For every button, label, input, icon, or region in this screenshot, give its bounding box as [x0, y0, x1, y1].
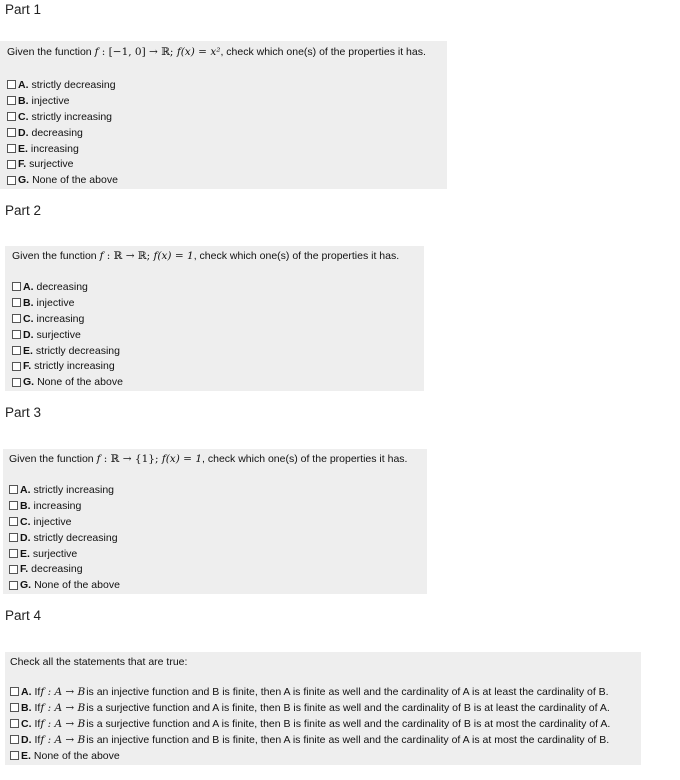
- option-d[interactable]: D. decreasing: [7, 125, 118, 141]
- function-formula: f : A → B: [40, 685, 86, 698]
- option-f[interactable]: F. strictly increasing: [12, 358, 123, 374]
- option-c[interactable]: C. injective: [9, 514, 120, 530]
- checkbox[interactable]: [12, 346, 21, 355]
- part-3-card: [3, 449, 427, 594]
- checkbox[interactable]: [10, 687, 19, 696]
- option-b[interactable]: B. injective: [12, 295, 123, 311]
- part-4-question: Check all the statements that are true:: [10, 656, 188, 668]
- checkbox[interactable]: [9, 581, 18, 590]
- option-g[interactable]: G. None of the above: [9, 577, 120, 593]
- part-1-card: [0, 41, 447, 189]
- option-d[interactable]: D. If f : A → B is an injective function and B is finite, then A is finite as well and the cardinality of A is at most the cardinality of B.: [10, 732, 610, 748]
- question-text: Given the function: [7, 46, 95, 58]
- checkbox[interactable]: [9, 517, 18, 526]
- checkbox[interactable]: [12, 298, 21, 307]
- part-1-options: [7, 77, 118, 188]
- question-text: , check which one(s) of the properties it has.: [193, 250, 400, 262]
- question-text: Given the function: [12, 250, 100, 262]
- option-f[interactable]: F. decreasing: [9, 561, 120, 577]
- option-b[interactable]: B. increasing: [9, 498, 120, 514]
- part-1-title: Part 1: [5, 2, 42, 17]
- checkbox[interactable]: [9, 485, 18, 494]
- option-d[interactable]: D. strictly decreasing: [9, 530, 120, 546]
- option-g[interactable]: G. None of the above: [7, 172, 118, 188]
- part-4-options: [10, 684, 610, 763]
- checkbox[interactable]: [7, 160, 16, 169]
- function-formula: f : ℝ → {1}; f(x) = 1: [96, 453, 203, 465]
- checkbox[interactable]: [10, 719, 19, 728]
- checkbox[interactable]: [12, 330, 21, 339]
- option-e[interactable]: E. surjective: [9, 546, 120, 562]
- option-e[interactable]: E. increasing: [7, 141, 118, 157]
- function-formula: f : [−1, 0] → ℝ; f(x) = x²: [94, 46, 221, 58]
- option-c[interactable]: C. increasing: [12, 311, 123, 327]
- option-e[interactable]: E. strictly decreasing: [12, 343, 123, 359]
- option-f[interactable]: F. surjective: [7, 156, 118, 172]
- part-1-question: [7, 46, 426, 58]
- checkbox[interactable]: [7, 112, 16, 121]
- checkbox[interactable]: [9, 565, 18, 574]
- checkbox[interactable]: [10, 735, 19, 744]
- checkbox[interactable]: [12, 378, 21, 387]
- option-g[interactable]: G. None of the above: [12, 374, 123, 390]
- function-formula: f : A → B: [40, 717, 86, 730]
- option-a[interactable]: A. strictly decreasing: [7, 77, 118, 93]
- part-3-options: [9, 482, 120, 593]
- function-formula: f : A → B: [40, 701, 86, 714]
- checkbox[interactable]: [9, 549, 18, 558]
- option-c[interactable]: C. If f : A → B is a surjective function and A is finite, then B is finite as well and the cardinality of B is at most the cardinality of A.: [10, 716, 610, 732]
- checkbox[interactable]: [7, 176, 16, 185]
- part-2-title: Part 2: [5, 203, 42, 218]
- part-2-question: [12, 250, 399, 262]
- function-formula: f : A → B: [40, 733, 86, 746]
- option-d[interactable]: D. surjective: [12, 327, 123, 343]
- checkbox[interactable]: [12, 282, 21, 291]
- question-text: , check which one(s) of the properties it has.: [202, 453, 408, 465]
- part-3-title: Part 3: [5, 405, 42, 420]
- option-b[interactable]: B. If f : A → B is a surjective function and A is finite, then B is finite as well and the cardinality of B is at least the cardinality of A.: [10, 700, 610, 716]
- option-c[interactable]: C. strictly increasing: [7, 109, 118, 125]
- part-3-question: [9, 453, 407, 465]
- question-text: , check which one(s) of the properties it has.: [220, 46, 426, 58]
- option-a[interactable]: A. If f : A → B is an injective function and B is finite, then A is finite as well and the cardinality of A is at least the cardinality of B.: [10, 684, 610, 700]
- part-2-card: [5, 246, 424, 391]
- option-e[interactable]: E. None of the above: [10, 748, 610, 764]
- checkbox[interactable]: [9, 501, 18, 510]
- checkbox[interactable]: [7, 144, 16, 153]
- checkbox[interactable]: [7, 128, 16, 137]
- option-b[interactable]: B. injective: [7, 93, 118, 109]
- checkbox[interactable]: [10, 703, 19, 712]
- option-a[interactable]: A. decreasing: [12, 279, 123, 295]
- part-4-title: Part 4: [5, 608, 42, 623]
- checkbox[interactable]: [12, 362, 21, 371]
- checkbox[interactable]: [7, 80, 16, 89]
- checkbox[interactable]: [7, 96, 16, 105]
- option-a[interactable]: A. strictly increasing: [9, 482, 120, 498]
- part-4-card: [5, 652, 641, 765]
- part-2-options: [12, 279, 123, 390]
- question-text: Given the function: [9, 453, 97, 465]
- checkbox[interactable]: [12, 314, 21, 323]
- function-formula: f : ℝ → ℝ; f(x) = 1: [99, 250, 194, 262]
- checkbox[interactable]: [10, 751, 19, 760]
- checkbox[interactable]: [9, 533, 18, 542]
